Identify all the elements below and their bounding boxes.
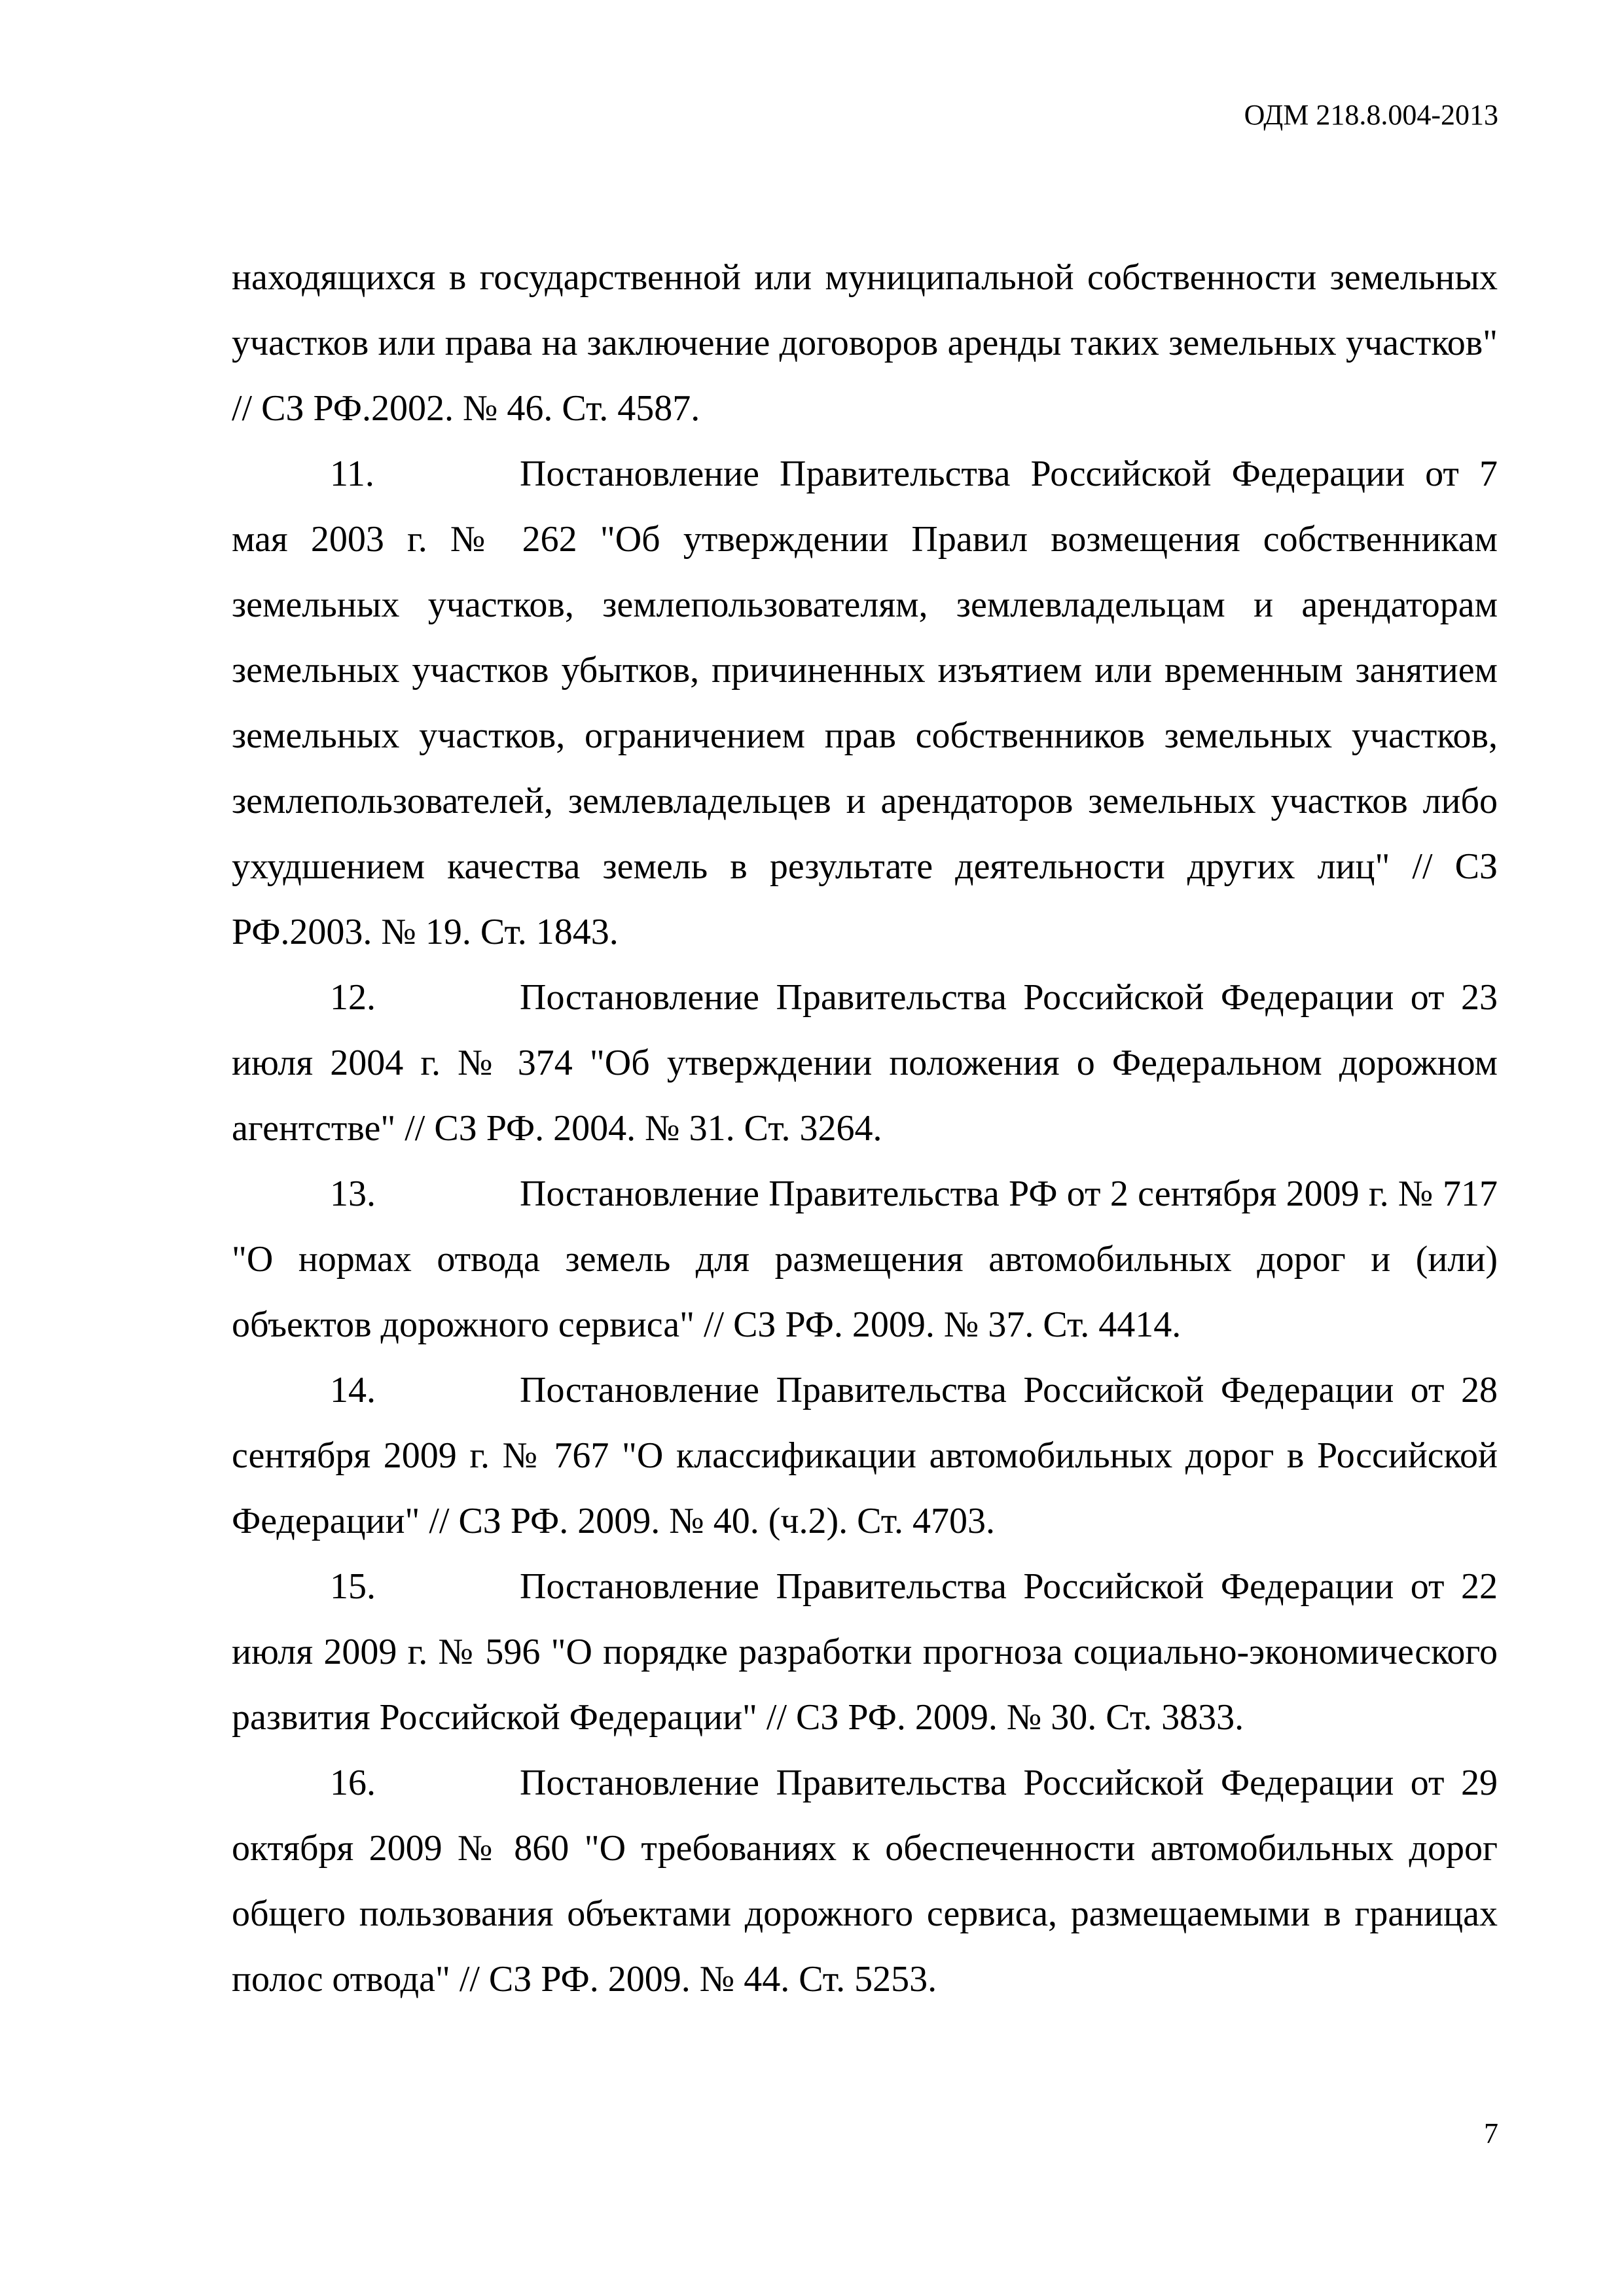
page-number: 7 (1484, 2117, 1498, 2149)
reference-text: Постановление Правительства Российской Федерации от 29 октября 2009 № 860 "О требованиях к обеспеченности автомобильных дорог общего пользования объектами дорожного сервиса, размещаемыми в границах полос отвода" // СЗ РФ. 2009. № 44. Ст. 5253. (232, 1763, 1498, 2000)
reference-item-15 (232, 1554, 1498, 1750)
reference-text: Постановление Правительства Российской Федерации от 22 июля 2009 г. № 596 "О порядке разработки прогноза социально-экономического развития Российской Федерации" // СЗ РФ. 2009. № 30. Ст. 3833. (232, 1566, 1498, 1738)
reference-item-13 (232, 1161, 1498, 1357)
reference-number: 14. (330, 1370, 376, 1410)
reference-item-11 (232, 441, 1498, 965)
reference-text: Постановление Правительства РФ от 2 сентября 2009 г. № 717 "О нормах отвода земель для размещения автомобильных дорог и (или) объектов дорожного сервиса" // СЗ РФ. 2009. № 37. Ст. 4414. (232, 1174, 1498, 1345)
reference-text: Постановление Правительства Российской Федерации от 28 сентября 2009 г. № 767 "О классификации автомобильных дорог в Российской Федерации" // СЗ РФ. 2009. № 40. (ч.2). Ст. 4703. (232, 1370, 1498, 1541)
reference-number: 16. (330, 1763, 376, 1803)
document-code: ОДМ 218.8.004-2013 (1244, 99, 1498, 131)
document-body (232, 245, 1498, 2012)
reference-text: Постановление Правительства Российской Федерации от 7 мая 2003 г. № 262 "Об утверждении Правил возмещения собственникам земельных участков, землепользователям, землевладельцам и арендаторам земельных участков убытков, причиненных изъятием или временным занятием земельных участков, ограничением прав собственников земельных участков, землепользователей, землевладельцев и арендаторов земельных участков либо ухудшением качества земель в результате деятельности других лиц" // СЗ РФ.2003. № 19. Ст. 1843. (232, 454, 1498, 952)
reference-item-16 (232, 1750, 1498, 2012)
reference-number: 11. (330, 454, 374, 494)
reference-number: 13. (330, 1174, 376, 1214)
reference-item-14 (232, 1357, 1498, 1554)
reference-number: 15. (330, 1566, 376, 1607)
reference-number: 12. (330, 977, 376, 1018)
continuation-paragraph: находящихся в государственной или муниципальной собственности земельных участков или права на заключение договоров аренды таких земельных участков" // СЗ РФ.2002. № 46. Ст. 4587. (232, 257, 1498, 429)
reference-text: Постановление Правительства Российской Федерации от 23 июля 2004 г. № 374 "Об утверждении положения о Федеральном дорожном агентстве" // СЗ РФ. 2004. № 31. Ст. 3264. (232, 977, 1498, 1149)
reference-item-12 (232, 965, 1498, 1161)
